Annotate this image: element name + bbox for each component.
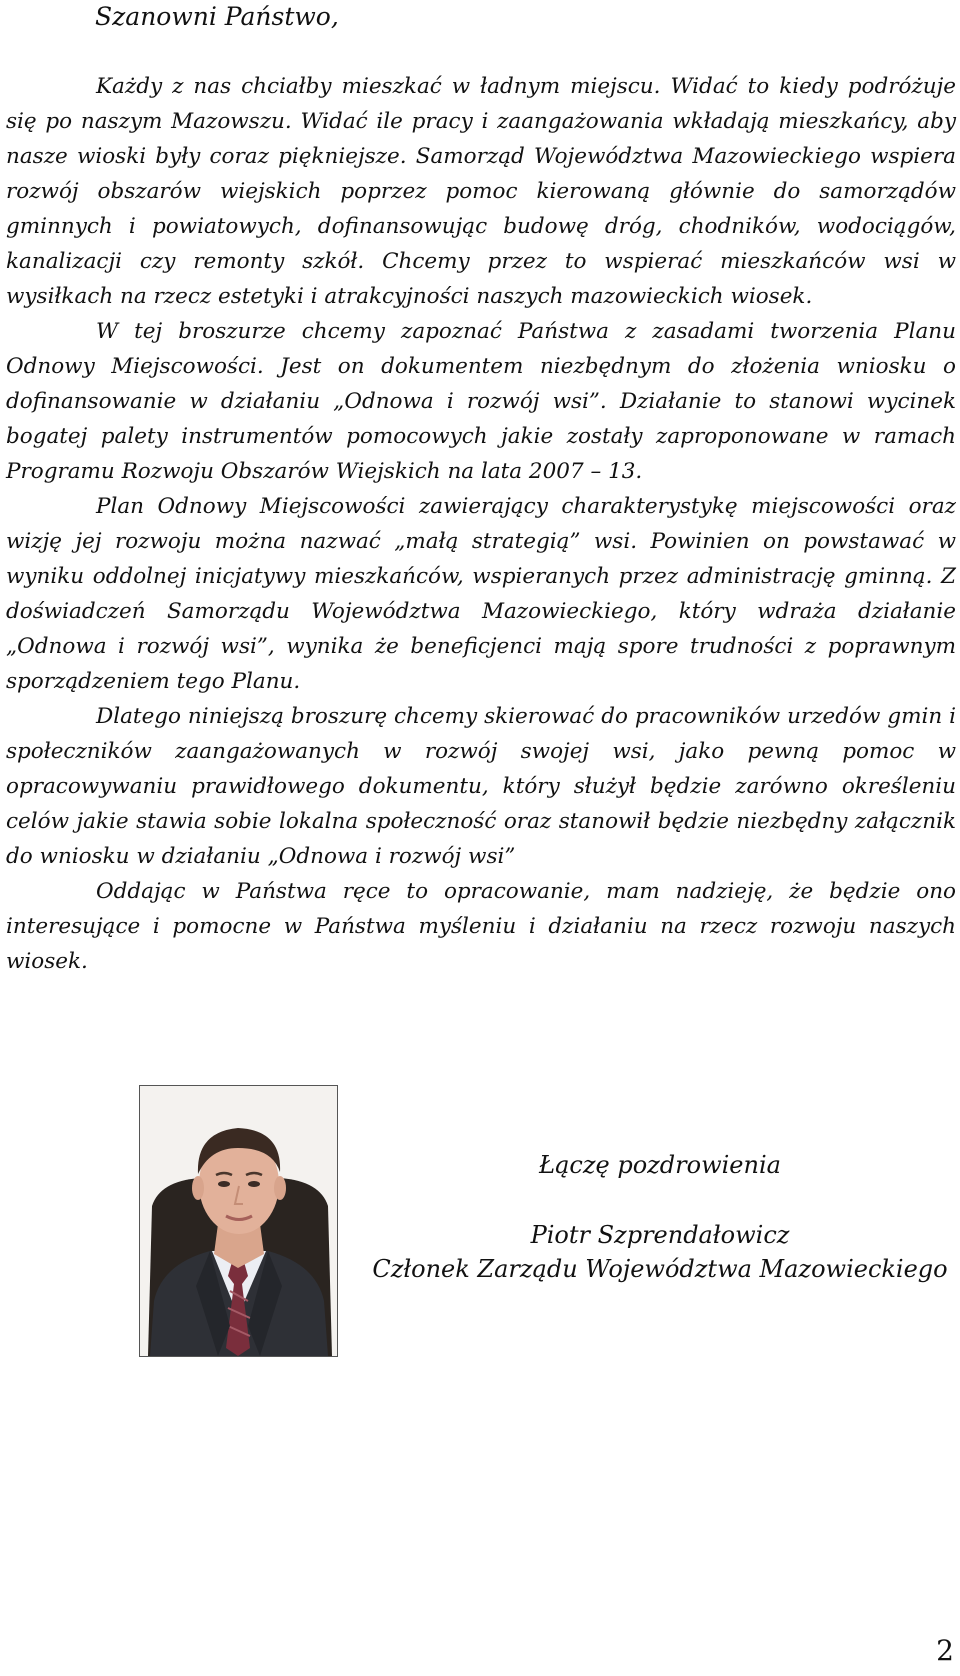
signatory-position: Członek Zarządu Województwa Mazowieckiego — [372, 1255, 948, 1283]
salutation: Szanowni Państwo, — [95, 2, 339, 31]
closing-greeting: Łączę pozdrowienia — [539, 1151, 781, 1179]
paragraph-2: W tej broszurze chcemy zapoznać Państwa z zasadami tworzenia Planu Odnowy Miejscowości. Jest on dokumentem niezbędnym do złożenia wniosku o dofinansowanie w działaniu „Odnowa i rozwój wsi”. Działanie to stanowi wycinek bogatej palety instrumentów pomocowych jakie zostały zaproponowane w ramach Programu Rozwoju Obszarów Wiejskich na lata 2007 – 13. — [6, 319, 956, 484]
letter-body — [6, 69, 956, 979]
author-portrait-photo — [139, 1085, 338, 1357]
paragraph-5: Oddając w Państwa ręce to opracowanie, mam nadzieję, że będzie ono interesujące i pomocne w Państwa myśleniu i działaniu na rzecz rozwoju naszych wiosek. — [6, 879, 956, 974]
paragraph-3: Plan Odnowy Miejscowości zawierający charakterystykę miejscowości oraz wizję jej rozwoju można nazwać „małą strategią” wsi. Powinien on powstawać w wyniku oddolnej inicjatywy mieszkańców, wspieranych przez administrację gminną. Z doświadczeń Samorządu Województwa Mazowieckiego, który wdraża działanie „Odnowa i rozwój wsi”, wynika że beneficjenci mają spore trudności z poprawnym sporządzeniem tego Planu. — [6, 494, 956, 694]
signatory-name: Piotr Szprendałowicz — [530, 1221, 790, 1249]
paragraph-1: Każdy z nas chciałby mieszkać w ładnym miejscu. Widać to kiedy podróżuje się po naszym Mazowszu. Widać ile pracy i zaangażowania wkładają mieszkańcy, aby nasze wioski były coraz piękniejsze. Samorząd Województwa Mazowieckiego wspiera rozwój obszarów wiejskich poprzez pomoc kierowaną głównie do samorządów gminnych i powiatowych, dofinansowując budowę dróg, chodników, wodociągów, kanalizacji czy remonty szkół. Chcemy przez to wspierać mieszkańców wsi w wysiłkach na rzecz estetyki i atrakcyjności naszych mazowieckich wiosek. — [6, 74, 956, 309]
signature-block — [350, 1148, 960, 1286]
page-number: 2 — [936, 1634, 954, 1667]
paragraph-4: Dlatego niniejszą broszurę chcemy skierować do pracowników urzedów gmin i społeczników zaangażowanych w rozwój swojej wsi, jako pewną pomoc w opracowywaniu prawidłowego dokumentu, który służył będzie zarówno określeniu celów jakie stawia sobie lokalna społeczność oraz stanowił będzie niezbędny załącznik do wniosku w działaniu „Odnowa i rozwój wsi” — [6, 704, 956, 869]
